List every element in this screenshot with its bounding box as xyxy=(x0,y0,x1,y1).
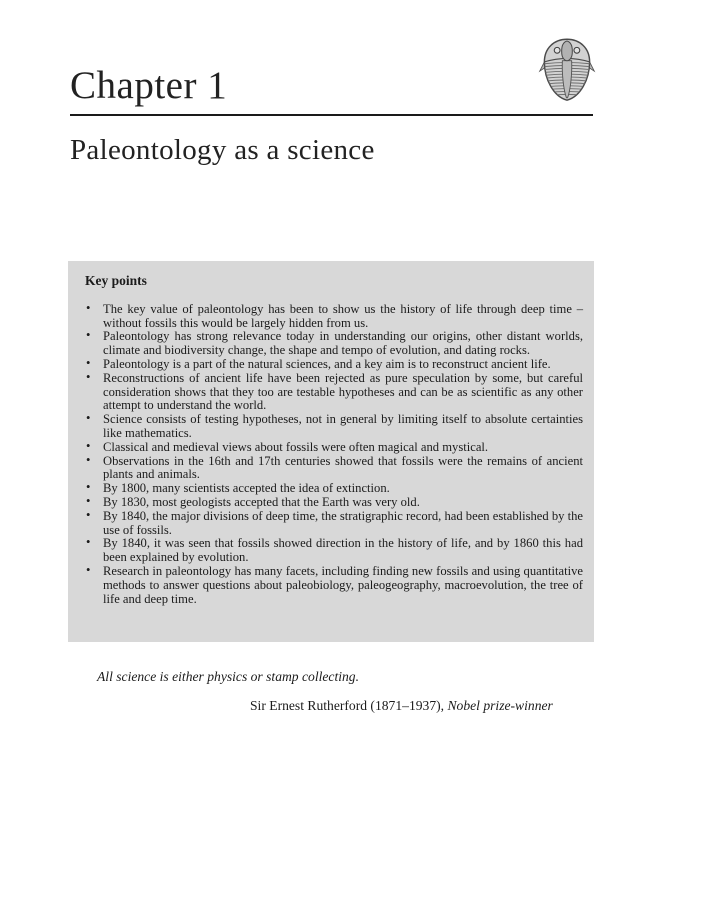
key-point-text: Research in paleontology has many facets, including finding new fossils and using quantitative methods to answer questions about paleobiology, paleogeography, macroevolution, the tree of life and deep time. xyxy=(103,563,583,606)
key-point-item xyxy=(85,496,583,510)
key-point-item xyxy=(85,358,583,372)
bullet-icon: • xyxy=(86,562,91,577)
bullet-icon: • xyxy=(86,300,91,315)
key-points-list xyxy=(85,300,583,607)
key-point-text: By 1800, many scientists accepted the idea of extinction. xyxy=(103,481,390,496)
chapter-heading: Chapter 1 xyxy=(70,64,228,107)
bullet-icon: • xyxy=(86,356,91,371)
key-point-item xyxy=(85,452,583,483)
quote-attribution xyxy=(250,698,553,714)
key-point-item xyxy=(85,482,583,496)
bullet-icon: • xyxy=(86,411,91,426)
key-point-text: Observations in the 16th and 17th centuries showed that fossils were the remains of ancient plants and animals. xyxy=(103,453,583,482)
key-point-item xyxy=(85,413,583,441)
key-point-text: Paleontology has strong relevance today in understanding our origins, other distant worlds, climate and biodiversity change, the shape and tempo of evolution, and dating rocks. xyxy=(103,329,583,358)
bullet-icon: • xyxy=(86,480,91,495)
key-point-text: By 1840, the major divisions of deep time, the stratigraphic record, had been established by the use of fossils. xyxy=(103,508,583,537)
bullet-icon: • xyxy=(86,535,91,550)
divider-rule xyxy=(70,114,593,116)
key-points-heading: Key points xyxy=(85,273,147,288)
key-points-box xyxy=(68,261,594,642)
key-point-text: The key value of paleontology has been to show us the history of life through deep time – without fossils this would be largely hidden from us. xyxy=(103,301,583,330)
key-point-item xyxy=(85,507,583,538)
key-point-text: By 1840, it was seen that fossils showed direction in the history of life, and by 1860 this had been explained by evolution. xyxy=(103,536,583,565)
key-point-text: Reconstructions of ancient life have been rejected as pure speculation by some, but careful consideration shows that they too are testable hypotheses and can be as scientific as any other attempt to understand the world. xyxy=(103,370,583,413)
key-point-text: Paleontology is a part of the natural sciences, and a key aim is to reconstruct ancient life. xyxy=(103,357,551,372)
key-point-item xyxy=(85,537,583,565)
bullet-icon: • xyxy=(86,438,91,453)
trilobite-icon xyxy=(538,37,596,103)
bullet-icon: • xyxy=(86,452,91,467)
bullet-icon: • xyxy=(86,507,91,522)
bullet-icon: • xyxy=(86,494,91,508)
page-title: Paleontology as a science xyxy=(70,134,375,166)
attribution-name: Sir Ernest Rutherford (1871–1937), xyxy=(250,698,448,713)
key-point-item xyxy=(85,438,583,455)
attribution-title: Nobel prize-winner xyxy=(447,698,553,713)
bullet-icon: • xyxy=(86,369,91,384)
key-point-item xyxy=(85,330,583,358)
key-point-text: By 1830, most geologists accepted that the Earth was very old. xyxy=(103,495,420,509)
quote-text: All science is either physics or stamp collecting. xyxy=(97,669,359,684)
bullet-icon: • xyxy=(86,328,91,343)
key-point-text: Science consists of testing hypotheses, not in general by limiting itself to absolute certainties like mathematics. xyxy=(103,412,583,441)
key-point-item xyxy=(85,562,583,606)
key-point-item xyxy=(85,300,583,331)
key-point-text: Classical and medieval views about fossils were often magical and mystical. xyxy=(103,439,489,454)
key-point-item xyxy=(85,369,583,413)
